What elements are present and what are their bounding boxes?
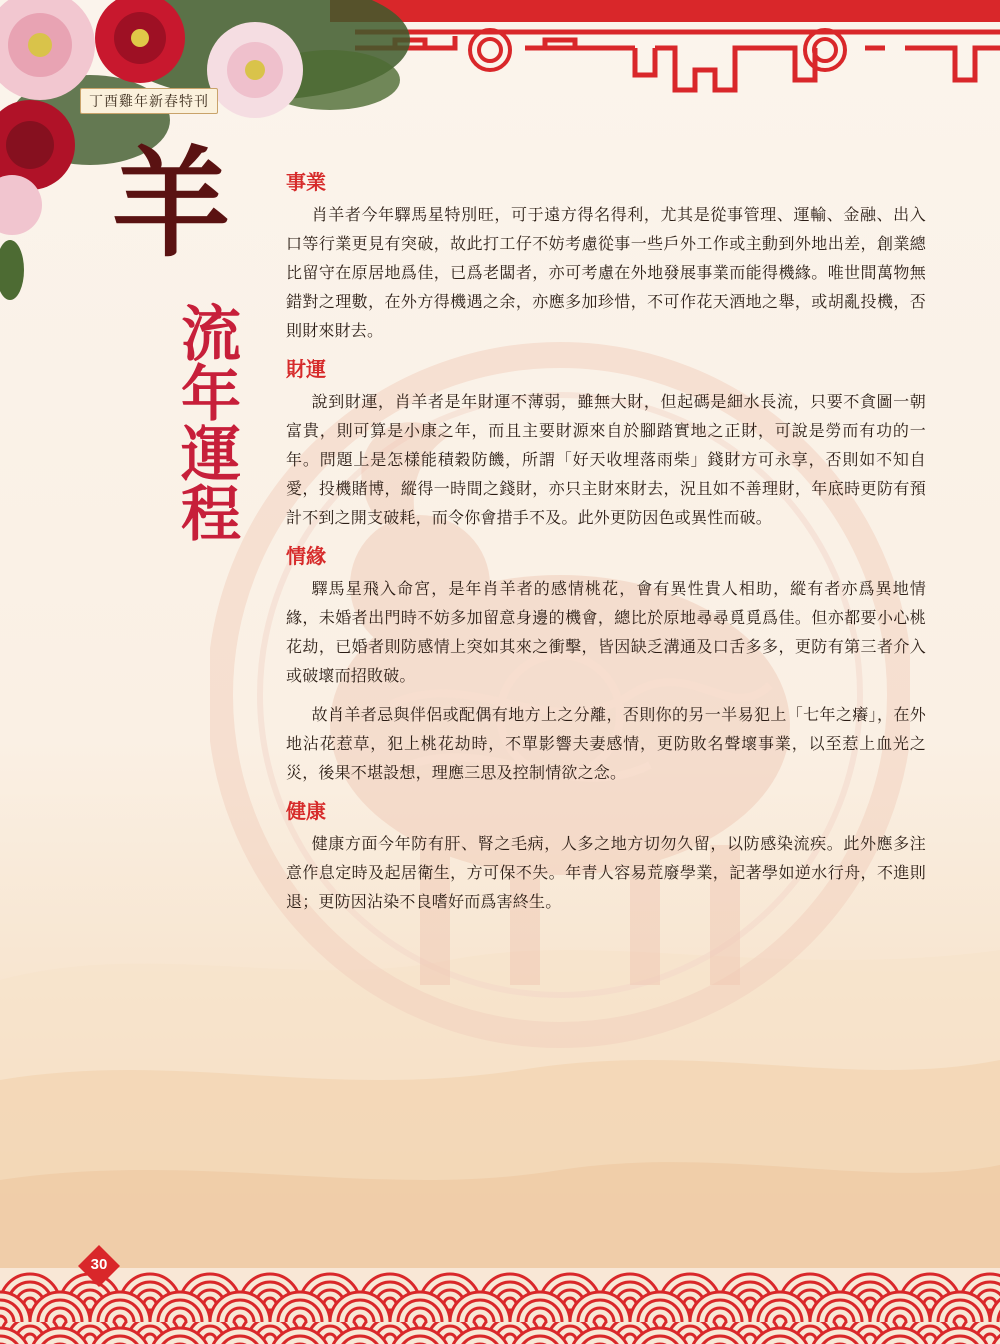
vertical-title xyxy=(178,300,244,550)
paragraph: 說到財運，肖羊者是年財運不薄弱，雖無大財，但起碼是細水長流，只要不貪圖一朝富貴，則可算是小康之年，而且主要財源來自於腳踏實地之正財，可說是勞而有功的一年。問題上是怎樣能積穀防饑，所謂「好天收埋落雨柴」錢財方可永享，否則如不知自愛，投機賭博，縱得一時間之錢財，亦只主財來財去，況且如不善理財，年底時更防有預計不到之開支破耗，而令你會措手不及。此外更防因色或異性而破。 xyxy=(286,392,926,527)
section-wealth xyxy=(286,355,926,532)
zodiac-character: 羊 xyxy=(112,134,231,273)
paragraph: 故肖羊者忌與伴侶或配偶有地方上之分離，否則你的另一半易犯上「七年之癢」，在外地沾花惹草，犯上桃花劫時，不單影響夫妻感情，更防敗名聲壞事業，以至惹上血光之災，後果不堪設想，理應三思及控制情欲之念。 xyxy=(286,705,926,782)
paragraph: 驛馬星飛入命宮，是年肖羊者的感情桃花，會有異性貴人相助，縱有者亦爲異地情緣，未婚者出門時不妨多加留意身邊的機會，總比於原地尋尋覓覓爲佳。但亦都要小心桃花劫，已婚者則防感情上突如其來之衝擊，皆因缺乏溝通及口舌多多，更防有第三者介入或破壞而招敗破。 xyxy=(286,579,926,685)
section-health xyxy=(286,797,926,916)
title-char: 流 xyxy=(181,300,241,370)
page-number: 30 xyxy=(90,1256,108,1273)
title-char: 運 xyxy=(181,420,241,490)
section-heading: 財運 xyxy=(286,357,326,381)
paragraph: 肖羊者今年驛馬星特別旺，可于遠方得名得利，尤其是從事管理、運輸、金融、出入口等行業更見有突破，故此打工仔不妨考慮從事一些戶外工作或主動到外地出差，創業總比留守在原居地爲佳，已爲老闆者，亦可考慮在外地發展事業而能得機緣。唯世間萬物無錯對之理數，在外方得機遇之余，亦應多加珍惜，不可作花天酒地之舉，或胡亂投機，否則財來財去。 xyxy=(286,205,926,340)
section-career xyxy=(286,168,926,345)
top-red-band xyxy=(330,0,1000,22)
section-heading: 情緣 xyxy=(286,544,326,568)
chinese-lattice-border xyxy=(355,20,1000,100)
title-char: 程 xyxy=(181,480,241,550)
section-heading: 事業 xyxy=(286,170,326,194)
title-char: 年 xyxy=(181,360,241,430)
section-heading: 健康 xyxy=(286,799,326,823)
section-romance xyxy=(286,542,926,787)
paragraph: 健康方面今年防有肝、腎之毛病，人多之地方切勿久留，以防感染流疾。此外應多注意作息定時及起居衛生，方可保不失。年青人容易荒廢學業，記著學如逆水行舟，不進則退；更防因沾染不良嗜好而爲害終生。 xyxy=(286,834,926,911)
issue-tag: 丁酉雞年新春特刊 xyxy=(80,88,218,114)
article-content xyxy=(286,168,926,926)
wave-pattern-border xyxy=(0,1268,1000,1344)
